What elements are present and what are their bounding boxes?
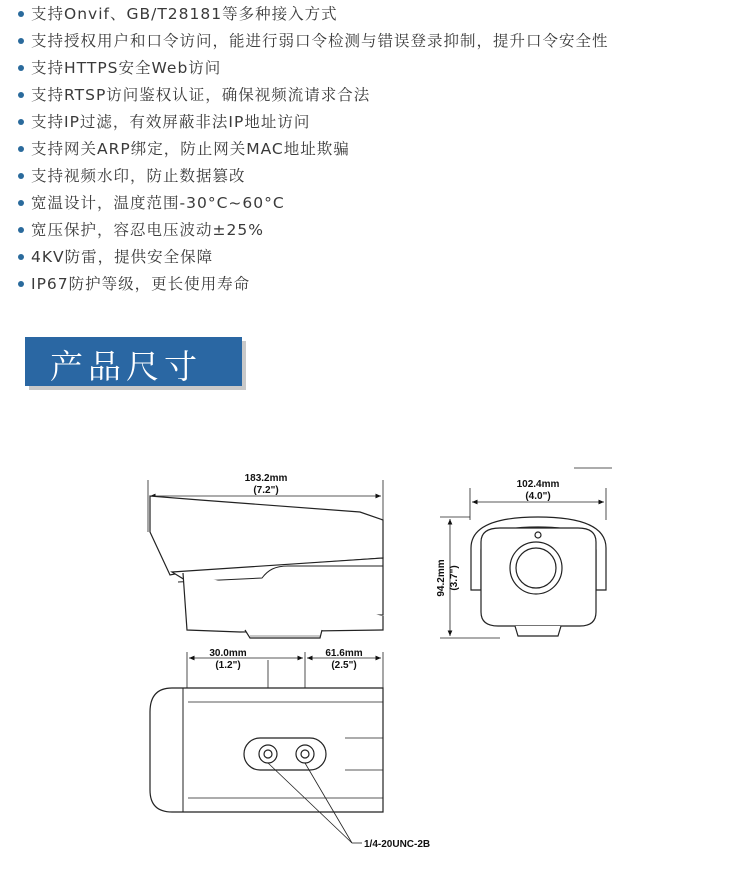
bullet-icon (18, 173, 24, 179)
feature-item: 宽温设计，温度范围-30°C~60°C (18, 189, 609, 216)
bullet-icon (18, 119, 24, 125)
bullet-icon (18, 65, 24, 71)
feature-item: 支持网关ARP绑定，防止网关MAC地址欺骗 (18, 135, 609, 162)
mount-a-mm-label: 30.0mm (209, 648, 247, 659)
feature-item: 支持IP过滤，有效屏蔽非法IP地址访问 (18, 108, 609, 135)
bullet-icon (18, 254, 24, 260)
bullet-icon (18, 11, 24, 17)
feature-item: 支持RTSP访问鉴权认证，确保视频流请求合法 (18, 81, 609, 108)
mount-a-in-label: (1.2") (215, 660, 241, 671)
feature-item: 支持视频水印，防止数据篡改 (18, 162, 609, 189)
section-title-banner (25, 337, 242, 386)
feature-item: 宽压保护，容忍电压波动±25% (18, 216, 609, 243)
length-mm-label: 183.2mm (244, 473, 288, 484)
bullet-icon (18, 92, 24, 98)
mount-b-in-label: (2.5") (331, 660, 357, 671)
height-in-label: (3.7") (449, 565, 460, 591)
feature-list (18, 0, 609, 297)
bullet-icon (18, 146, 24, 152)
mount-b-mm-label: 61.6mm (325, 648, 363, 659)
feature-item: 4KV防雷，提供安全保障 (18, 243, 609, 270)
width-mm-label: 102.4mm (516, 479, 560, 490)
camera-bottom-view (150, 652, 383, 843)
feature-item: IP67防护等级，更长使用寿命 (18, 270, 609, 297)
bullet-icon (18, 200, 24, 206)
bullet-icon (18, 281, 24, 287)
height-mm-label: 94.2mm (436, 559, 447, 597)
feature-item: 支持授权用户和口令访问，能进行弱口令检测与错误登录抑制，提升口令安全性 (18, 27, 609, 54)
length-in-label: (7.2") (253, 485, 279, 496)
dimension-drawing (0, 420, 750, 875)
width-in-label: (4.0") (525, 491, 551, 502)
feature-item: 支持HTTPS安全Web访问 (18, 54, 609, 81)
camera-side-view (148, 480, 383, 638)
thread-spec-label: 1/4-20UNC-2B (364, 839, 431, 850)
bullet-icon (18, 38, 24, 44)
feature-item: 支持Onvif、GB/T28181等多种接入方式 (18, 0, 609, 27)
section-title: 产品尺寸 (50, 347, 202, 386)
bullet-icon (18, 227, 24, 233)
